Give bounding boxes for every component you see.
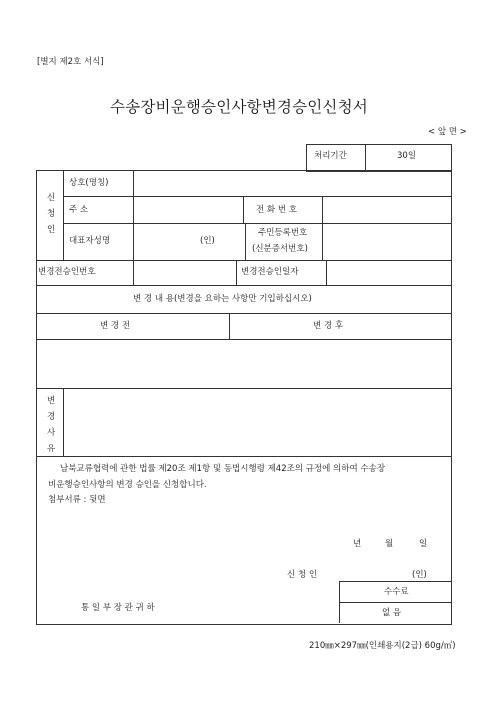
reason-char-4: 유 xyxy=(47,444,56,454)
reason-char-3: 사 xyxy=(47,428,56,438)
processing-value: 30일 xyxy=(397,151,417,161)
reason-char-2: 경 xyxy=(47,412,56,422)
statement-line-2: 비운행승인사항의 변경 승인을 신청합니다. xyxy=(48,480,207,490)
form-number: [별지 제2호 서식] xyxy=(37,57,104,67)
prior-approval-number-label: 변경전승인번호 xyxy=(38,267,96,277)
applicant-section-char-1: 신 xyxy=(47,193,56,203)
processing-label: 처리기간 xyxy=(314,151,347,161)
applicant-signature-label: 신 청 인 xyxy=(287,570,318,580)
phone-label: 전 화 번 호 xyxy=(256,205,297,215)
change-content-field[interactable] xyxy=(37,340,450,387)
recipient: 통 일 부 장 관 귀 하 xyxy=(81,603,155,613)
representative-field[interactable] xyxy=(134,224,244,259)
date-year-label: 년 xyxy=(353,539,362,549)
applicant-section-char-3: 인 xyxy=(47,225,56,235)
change-content-label: 변 경 내 용(변경을 요하는 사항만 기입하십시오) xyxy=(133,294,312,304)
change-reason-field[interactable] xyxy=(64,389,450,455)
reason-char-1: 변 xyxy=(47,396,56,406)
prior-approval-date-field[interactable] xyxy=(327,261,450,284)
business-name-field[interactable] xyxy=(134,171,450,195)
after-change-label: 변 경 후 xyxy=(313,321,344,331)
paper-spec: 210㎜×297㎜(인쇄용지(2급) 60g/㎡) xyxy=(309,641,456,651)
page-side-label: < 앞 면 > xyxy=(428,127,467,137)
date-day-label: 일 xyxy=(419,539,428,549)
address-field[interactable] xyxy=(134,197,242,222)
fee-value: 없 음 xyxy=(382,608,402,618)
resident-number-label: 주민등록번호 xyxy=(258,228,308,238)
page-title: 수송장비운행승인사항변경승인신청서 xyxy=(110,98,368,116)
id-number-label: (신분증서번호) xyxy=(252,244,308,254)
representative-label: 대표자성명 xyxy=(69,236,111,246)
resident-number-field[interactable] xyxy=(323,224,450,259)
fee-label: 수수료 xyxy=(384,587,409,597)
prior-approval-date-label: 변경전승인일자 xyxy=(241,267,299,277)
date-month-label: 월 xyxy=(385,539,394,549)
applicant-section-char-2: 청 xyxy=(47,209,56,219)
prior-approval-number-field[interactable] xyxy=(134,261,235,284)
applicant-signature-seal: (인) xyxy=(412,570,427,580)
business-name-label: 상호(명칭) xyxy=(69,178,109,188)
representative-seal: (인) xyxy=(200,236,215,246)
phone-field[interactable] xyxy=(323,197,450,222)
before-change-label: 변 경 전 xyxy=(100,321,131,331)
address-label: 주 소 xyxy=(69,205,89,215)
attachment-note: 첨부서류 : 뒷면 xyxy=(48,495,106,505)
statement-line-1: 남북교류협력에 관한 법률 제20조 제1항 및 동법시행령 제42조의 규정에 의하여 수송장 xyxy=(60,464,386,474)
